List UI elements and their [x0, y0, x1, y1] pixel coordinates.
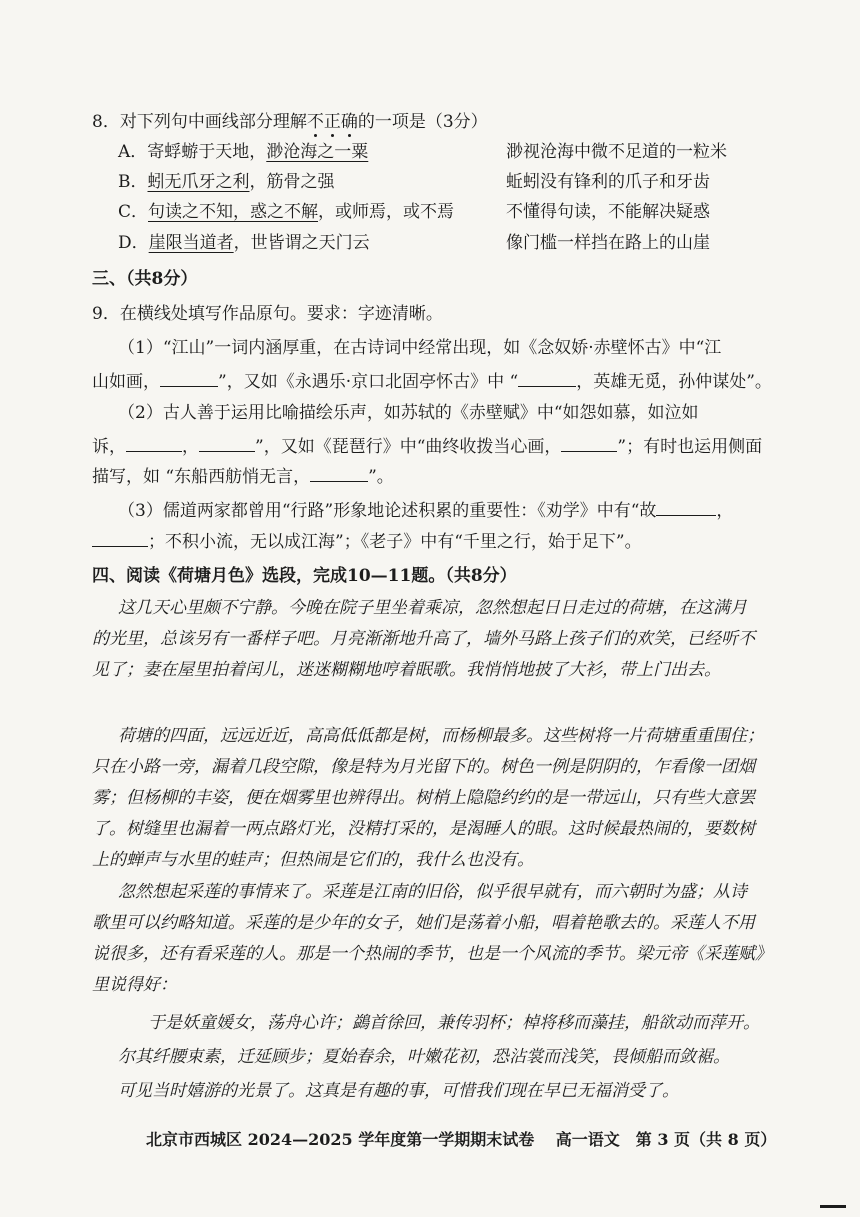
answer-blank[interactable]	[160, 368, 218, 387]
emphasis-dot: 不	[306, 112, 324, 132]
q9-part2-line1: （2）古人善于运用比喻描绘乐声，如苏轼的《赤壁赋》中“如怨如慕，如泣如	[118, 403, 699, 423]
q9-part3-line1: （3）儒道两家都曾用“行路”形象地论述积累的重要性：《劝学》中有“故 ，	[118, 497, 733, 522]
q8-option-d: D．崖限当道者，世皆谓之天门云	[118, 233, 370, 253]
q9-stem: 9．在横线处填写作品原句。要求：字迹清晰。	[92, 304, 443, 324]
passage-line: 上的蝉声与水里的蛙声；但热闹是它们的，我什么也没有。	[92, 850, 534, 870]
passage-line: 雾；但杨柳的丰姿，便在烟雾里也辨得出。树梢上隐隐约约的是一带远山，只有些大意罢	[92, 788, 755, 808]
scan-mark	[820, 1205, 846, 1208]
answer-blank[interactable]	[92, 528, 148, 547]
passage-line: 了。树缝里也漏着一两点路灯光，没精打采的，是渴睡人的眼。这时候最热闹的，要数树	[92, 819, 755, 839]
q8-stem: 8．对下列句中画线部分理解不正确的一项是（3分）	[92, 112, 488, 132]
q8-option-b: B．蚓无爪牙之利，筋骨之强	[118, 172, 335, 192]
q9-part3-line2: ；不积小流，无以成江海”；《老子》中有“千里之行，始于足下”。	[92, 528, 642, 553]
q9-part2-line3: 描写，如 “东船西舫悄无言， ”。	[92, 463, 394, 488]
q8-option-c: C．句读之不知，惑之不解，或师焉，或不焉	[118, 202, 455, 222]
answer-blank[interactable]	[126, 433, 182, 452]
answer-blank[interactable]	[561, 433, 617, 452]
emphasis-dot: 正	[323, 112, 341, 132]
q9-part1-line2: 山如画， ”，又如《永遇乐·京口北固亭怀古》中 “ ，英雄无觅，孙仲谋处”。	[92, 368, 772, 393]
passage-line: 歌里可以约略知道。采莲的是少年的女子，她们是荡着小船，唱着艳歌去的。采莲人不用	[92, 913, 755, 933]
quote-line: 于是妖童媛女，荡舟心许；鷁首徐回，兼传羽杯；棹将移而藻挂，船欲动而萍开。	[148, 1013, 760, 1033]
answer-blank[interactable]	[310, 463, 368, 482]
passage-line: 只在小路一旁，漏着几段空隙，像是特为月光留下的。树色一例是阴阴的，乍看像一团烟	[92, 757, 755, 777]
q8-option-a: A．寄蜉蝣于天地，渺沧海之一粟	[118, 142, 369, 162]
passage-line: 里说得好：	[92, 975, 177, 995]
q8-option-a-meaning: 渺视沧海中微不足道的一粒米	[506, 142, 727, 162]
passage-line: 这几天心里颇不宁静。今晚在院子里坐着乘凉，忽然想起日日走过的荷塘，在这满月	[118, 598, 747, 618]
answer-blank[interactable]	[656, 497, 716, 516]
passage-line: 可见当时嬉游的光景了。这真是有趣的事，可惜我们现在早已无福消受了。	[118, 1081, 679, 1101]
page-footer: 北京市西城区 2024—2025 学年度第一学期期末试卷 高一语文 第 3 页（共 8 页）	[146, 1130, 777, 1149]
section4-heading: 四、阅读《荷塘月色》选段，完成10—11题。（共8分）	[92, 566, 517, 586]
passage-line: 的光里，总该另有一番样子吧。月亮渐渐地升高了，墙外马路上孩子们的欢笑，已经听不	[92, 629, 755, 649]
q8-option-c-meaning: 不懂得句读，不能解决疑惑	[506, 202, 710, 222]
answer-blank[interactable]	[518, 368, 576, 387]
q8-option-b-meaning: 蚯蚓没有锋利的爪子和牙齿	[506, 172, 710, 192]
q9-part1-line1: （1）“江山”一词内涵厚重，在古诗词中经常出现，如《念奴娇·赤壁怀古》中“江	[118, 338, 722, 358]
q8-option-d-meaning: 像门槛一样挡在路上的山崖	[506, 233, 710, 253]
emphasis-dot: 确	[340, 112, 358, 132]
section3-heading: 三、（共8分）	[92, 269, 198, 289]
q9-part2-line2: 诉， ， ”，又如《琵琶行》中“曲终收拨当心画， ”；有时也运用侧面	[92, 433, 762, 458]
quote-line: 尔其纤腰束素，迁延顾步；夏始春余，叶嫩花初，恐沾裳而浅笑，畏倾船而敛裾。	[118, 1047, 730, 1067]
passage-line: 见了；妻在屋里拍着闰儿，迷迷糊糊地哼着眠歌。我悄悄地披了大衫，带上门出去。	[92, 660, 721, 680]
passage-line: 荷塘的四面，远远近近，高高低低都是树，而杨柳最多。这些树将一片荷塘重重围住；	[118, 726, 764, 746]
passage-line: 忽然想起采莲的事情来了。采莲是江南的旧俗，似乎很早就有，而六朝时为盛；从诗	[118, 882, 747, 902]
passage-line: 说很多，还有看采莲的人。那是一个热闹的季节，也是一个风流的季节。梁元帝《采莲赋》	[92, 944, 772, 964]
answer-blank[interactable]	[199, 433, 255, 452]
